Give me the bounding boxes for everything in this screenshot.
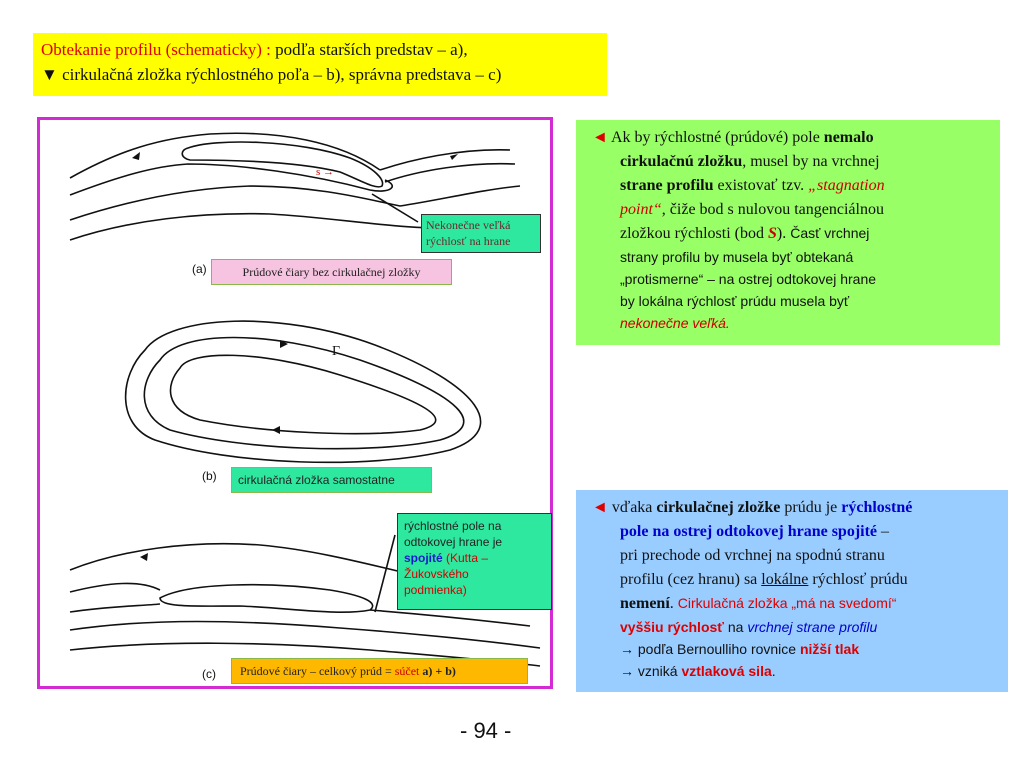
callout-infinite-velocity: Nekonečne veľká rýchlosť na hrane: [421, 214, 541, 253]
label-b: (b): [202, 469, 217, 483]
caption-a: Prúdové čiary bez cirkulačnej zložky: [211, 259, 452, 285]
airfoil-c: [160, 585, 373, 612]
pointer-line-c: [375, 535, 395, 612]
callout-kutta-condition: rýchlostné pole na odtokovej hrane je spojité (Kutta – Žukovského podmienka): [397, 513, 552, 610]
circulation-loop-3: [126, 321, 481, 462]
gamma-label: Γ: [332, 344, 341, 359]
airfoil-figure: [37, 117, 553, 689]
pointer-line-a: [372, 194, 418, 222]
page-number: - 94 -: [460, 718, 512, 743]
streamline-a2: [380, 150, 510, 170]
label-c: (c): [202, 667, 216, 681]
explanation-no-circulation: ◄ Ak by rýchlostné (prúdové) pole nemalo cirkulačnú zložku, musel by na vrchnej strane profilu existovať tzv. „stagnation point“, čiže bod s nulovou tangenciálnou zložkou rýchlosti (bod S). Časť vrchnej strany profilu by musela byť obtekaná „protismerne“ – na ostrej odtokovej hrane by lokálna rýchlosť prúdu musela byť nekonečne veľká.: [576, 120, 1000, 345]
flow-arrow-5: [140, 553, 148, 561]
explanation-kutta: ◄ vďaka cirkulačnej zložke prúdu je rýchlostné pole na ostrej odtokovej hrane spojité – pri prechode od vrchnej na spodnú stranu profilu (cez hranu) sa lokálne rýchlosť prúdu nemení. Cirkulačná zložka „má na svedomí“ vyššiu rýchlosť na vrchnej strane profilu → podľa Bernoulliho rovnice nižší tlak → vzniká vztlaková sila.: [576, 490, 1008, 692]
caption-c: Prúdové čiary – celkový prúd = súčet a) + b): [231, 658, 528, 684]
left-arrow-icon: ◄: [592, 499, 608, 516]
circulation-loop-1: [170, 355, 435, 433]
down-triangle-icon: ▼: [41, 65, 58, 84]
stagnation-point-label: s →: [316, 166, 335, 178]
flow-arrow-1: [132, 152, 140, 160]
flow-arrow-4: [272, 426, 280, 434]
title-line-1: Obtekanie profilu (schematicky) : podľa starších predstav – a),: [41, 40, 468, 59]
streamline-a4: [385, 164, 515, 182]
left-arrow-icon: ◄: [592, 129, 608, 146]
label-a: (a): [192, 262, 207, 276]
flow-arrow-2: [450, 154, 458, 160]
streamline-c2: [70, 583, 160, 592]
streamline-a3: [70, 164, 392, 195]
slide-title: [33, 33, 607, 96]
title-line-2: ▼ cirkulačná zložka rýchlostného poľa – b), správna predstava – c): [41, 65, 502, 84]
caption-b: cirkulačná zložka samostatne: [231, 467, 432, 493]
